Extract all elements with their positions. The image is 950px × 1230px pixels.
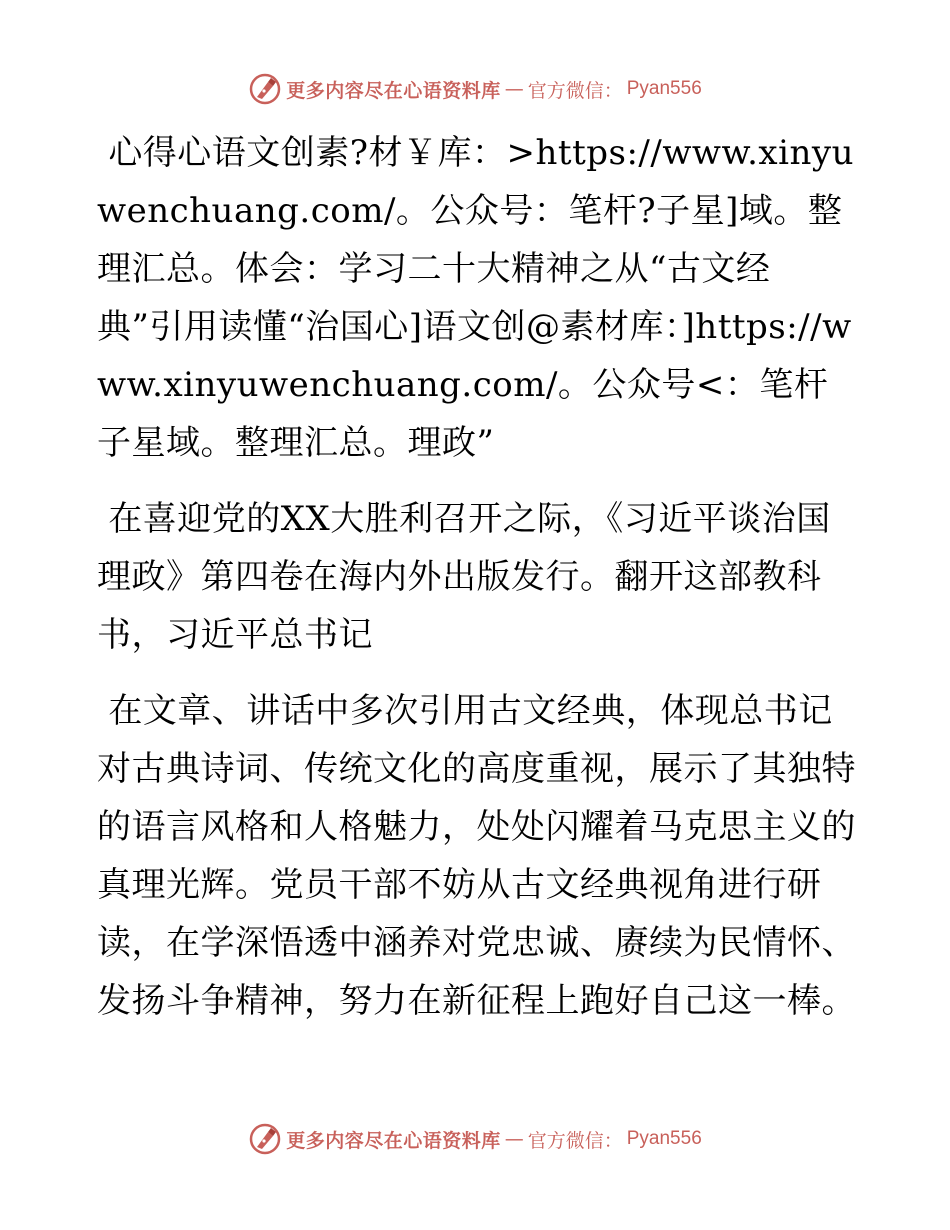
paragraph-classics: 在文章、讲话中多次引用古文经典，体现总书记对古典诗词、传统文化的高度重视，展示了其独特的语言风格和人格魅力，处处闪耀着马克思主义的真理光辉。党员干部不妨从古文经典视角进行研读，在学深悟透中涵养对党忠诚、赓续为民情怀、发扬斗争精神，努力在新征程上跑好自己这一棒。 (97, 691, 856, 1021)
header-account: Pyan556 (626, 78, 702, 99)
footer-brand-text: 更多内容尽在心语资料库 (286, 1129, 501, 1152)
header-separator: — (504, 78, 524, 100)
footer-watermark (0, 1122, 950, 1156)
footer-official-label: 官方微信： (527, 1129, 623, 1152)
footer-account: Pyan556 (626, 1128, 702, 1149)
header-brand-text: 更多内容尽在心语资料库 (286, 79, 501, 102)
header-official-label: 官方微信： (527, 79, 623, 102)
header-watermark (0, 72, 950, 106)
document-body (97, 124, 857, 1048)
pen-nib-circle-icon (248, 72, 282, 106)
paragraph-intro: 心得心语文创素?材￥库：>https://www.xinyuwenchuang.com/。公众号：笔杆?子星]域。整理汇总。体会：学习二十大精神之从“古文经典”引用读懂“治国心]语文创@素材库：]https://www.xinyuwenchuang.com/。公众号<：笔杆子星域。整理汇总。理政” (97, 133, 854, 463)
pen-nib-circle-icon (248, 1122, 282, 1156)
footer-separator: — (504, 1128, 524, 1150)
paragraph-congress: 在喜迎党的XX大胜利召开之际，《习近平谈治国理政》第四卷在海内外出版发行。翻开这部教科书，习近平总书记 (97, 499, 831, 655)
